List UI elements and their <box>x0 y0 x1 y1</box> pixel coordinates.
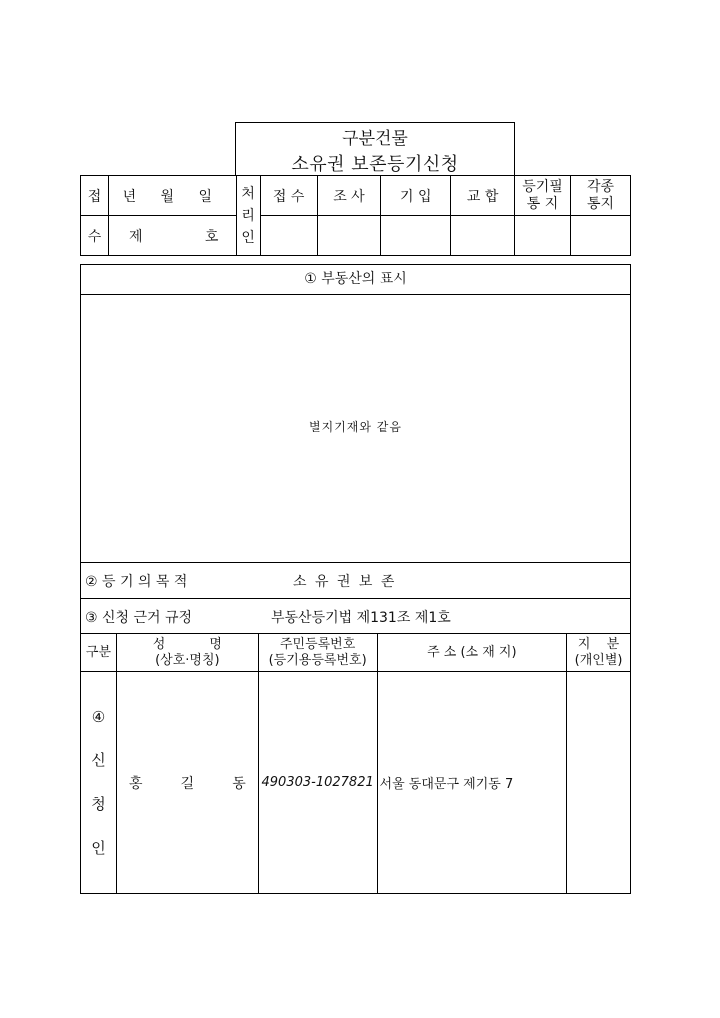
notice-completion <box>515 176 571 216</box>
date-label: 년 월 일 <box>108 176 236 216</box>
name-header-bottom: (상호·명칭) <box>155 652 220 668</box>
step-entry: 기 입 <box>381 176 451 216</box>
notice-completion-cell <box>515 216 571 256</box>
reception-label-top: 접 <box>81 176 109 216</box>
purpose-value: 소 유 권 보 존 <box>293 574 397 590</box>
document-title-category: 구분건물 <box>342 129 408 149</box>
applicant-share <box>567 672 631 894</box>
notice-various-text: 각종 통지 <box>586 178 615 212</box>
id-header-top: 주민등록번호 <box>279 636 356 652</box>
share-header-top: 지 분 <box>577 636 620 652</box>
notice-various-cell <box>571 216 631 256</box>
applicant-label-char: 인 <box>91 838 106 857</box>
step-receipt-cell <box>260 216 317 256</box>
notice-completion-text: 등기필 통 지 <box>522 178 563 212</box>
share-header-bottom: (개인별) <box>574 652 623 668</box>
step-inspection-cell <box>317 216 381 256</box>
id-header-bottom: (등기용등록번호) <box>268 652 367 668</box>
id-header <box>258 634 377 672</box>
process-label-text: 처리인 <box>241 185 255 246</box>
division-header: 구분 <box>81 634 117 672</box>
number-label <box>108 216 236 256</box>
applicant-name-char: 홍 <box>128 775 143 792</box>
name-header <box>116 634 258 672</box>
address-header: 주 소 (소 재 지) <box>377 634 567 672</box>
applicant-label-cell <box>81 672 117 894</box>
step-verification: 교 합 <box>451 176 515 216</box>
step-verification-cell <box>451 216 515 256</box>
applicant-address: 서울 동대문구 제기동 7 <box>377 672 567 894</box>
step-inspection: 조 사 <box>317 176 381 216</box>
purpose-row <box>80 562 631 598</box>
purpose-label: ② 등 기 의 목 적 <box>85 574 188 590</box>
applicant-name-cell <box>116 672 258 894</box>
property-description: 별지기재와 같음 <box>309 420 402 434</box>
name-header-top: 성 명 <box>152 636 222 652</box>
legal-basis-value: 부동산등기법 제131조 제1호 <box>271 610 451 626</box>
reception-table <box>80 175 631 256</box>
notice-various <box>571 176 631 216</box>
step-entry-cell <box>381 216 451 256</box>
applicant-name-char: 길 <box>180 775 195 792</box>
applicant-label-char: 신 <box>91 750 106 769</box>
step-receipt: 접 수 <box>260 176 317 216</box>
applicant-label-char: 청 <box>91 794 106 813</box>
share-header <box>567 634 631 672</box>
process-label <box>236 176 260 256</box>
number-label-text: 제 호 <box>128 228 219 245</box>
applicant-name-char: 동 <box>232 775 246 792</box>
document-title: 소유권 보존등기신청 <box>291 154 459 175</box>
legal-basis-row <box>80 598 631 634</box>
applicant-id-number: 490303-1027821 <box>258 672 377 894</box>
applicant-label-char: ④ <box>91 707 106 726</box>
applicant-table <box>80 633 631 894</box>
reception-label-bottom: 수 <box>81 216 109 256</box>
property-section-header: ① 부동산의 표시 <box>80 264 631 295</box>
legal-basis-label: ③ 신청 근거 규정 <box>85 610 193 626</box>
